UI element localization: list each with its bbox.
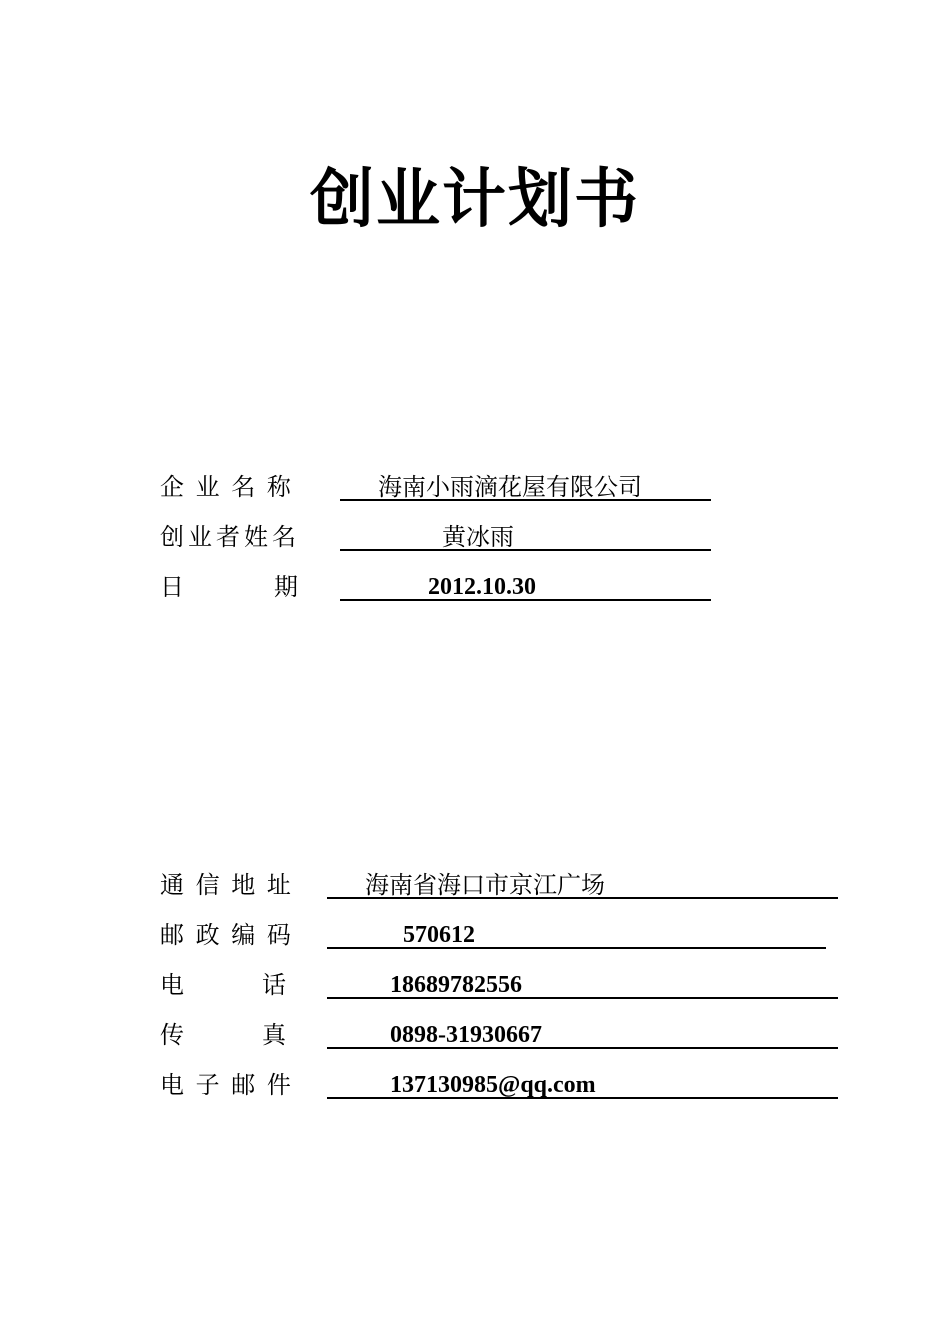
date-label-right: 期 xyxy=(274,573,298,601)
phone-label-left: 电 xyxy=(160,971,184,999)
email-label: 电 子 邮 件 xyxy=(160,1071,293,1099)
fax-field xyxy=(160,1020,840,1060)
founder-name-value: 黄冰雨 xyxy=(442,523,514,551)
date-underline xyxy=(340,599,711,601)
founder-name-underline xyxy=(340,549,711,551)
founder-name-label: 创业者姓名 xyxy=(160,523,300,551)
date-value: 2012.10.30 xyxy=(428,574,536,600)
company-name-value: 海南小雨滴花屋有限公司 xyxy=(378,473,642,501)
fax-value: 0898-31930667 xyxy=(390,1022,542,1048)
document-title: 创业计划书 xyxy=(310,162,640,237)
postcode-underline xyxy=(327,947,826,949)
email-underline xyxy=(327,1097,838,1099)
date-field xyxy=(160,572,720,612)
phone-underline xyxy=(327,997,838,999)
phone-label-right: 话 xyxy=(262,971,286,999)
founder-name-field xyxy=(160,522,720,562)
email-field xyxy=(160,1070,840,1110)
company-name-field xyxy=(160,472,720,512)
phone-field xyxy=(160,970,840,1010)
address-underline xyxy=(327,897,838,899)
fax-label-right: 真 xyxy=(262,1021,286,1049)
address-field xyxy=(160,870,840,910)
postcode-value: 570612 xyxy=(403,922,475,948)
postcode-field xyxy=(160,920,840,960)
date-label-left: 日 xyxy=(160,573,184,601)
address-value: 海南省海口市京江广场 xyxy=(365,871,605,899)
email-value: 137130985@qq.com xyxy=(390,1072,596,1098)
address-label: 通 信 地 址 xyxy=(160,871,293,899)
fax-label-left: 传 xyxy=(160,1021,184,1049)
phone-value: 18689782556 xyxy=(390,972,522,998)
fax-underline xyxy=(327,1047,838,1049)
company-name-label: 企 业 名 称 xyxy=(160,473,293,501)
company-name-underline xyxy=(340,499,711,501)
postcode-label: 邮 政 编 码 xyxy=(160,921,293,949)
